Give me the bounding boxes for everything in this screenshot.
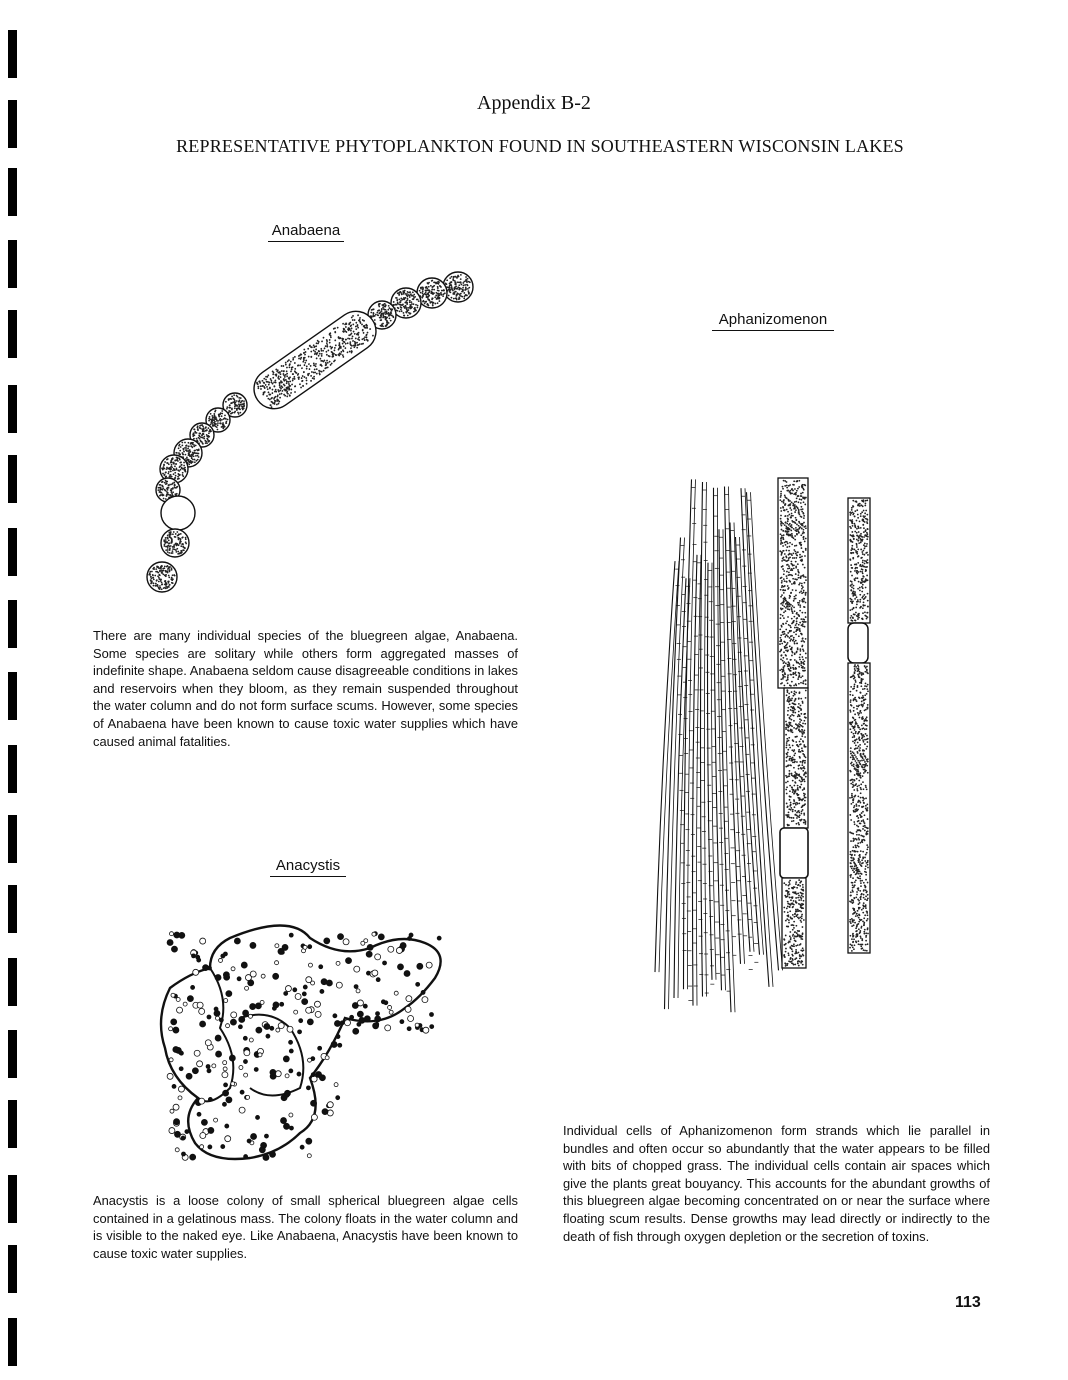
binding-bar [8,1245,17,1293]
binding-bar [8,815,17,863]
aphanizomenon-filament [730,523,750,952]
anacystis-label: Anacystis [270,857,346,877]
binding-bar [8,168,17,216]
aphanizomenon-illustration [650,448,890,1033]
binding-bar [8,1030,17,1078]
binding-bar [8,385,17,433]
page-number: 113 [955,1294,981,1311]
anabaena-label: Anabaena [268,222,344,242]
binding-bar [8,455,17,503]
binding-bar [8,1100,17,1148]
appendix-label: Appendix B-2 [477,92,591,114]
page-title: REPRESENTATIVE PHYTOPLANKTON FOUND IN SOUTHEASTERN WISCONSIN LAKES [176,136,904,156]
binding-bar [8,672,17,720]
binding-bar [8,745,17,793]
binding-bar [8,600,17,648]
aphanizomenon-label: Aphanizomenon [712,311,834,331]
binding-bar [8,1318,17,1366]
binding-bar [8,528,17,576]
aphanizomenon-filament [655,561,675,972]
binding-bar [8,885,17,933]
anabaena-illustration [130,255,490,615]
binding-bar [8,30,17,78]
anacystis-illustration [150,918,460,1178]
binding-bar [8,240,17,288]
aphanizomenon-heterocyst [780,828,808,878]
aphanizomenon-strand [848,498,870,623]
anacystis-description: Anacystis is a loose colony of small spherical bluegreen algae cells contained in a gelatinous mass. The colony floats in the water column and is visible to the naked eye. Like Anabaena, Anacystis have been known to cause toxic water supplies. [93,1193,518,1261]
anabaena-cell [161,496,195,530]
anabaena-akinete [246,303,384,416]
anabaena-description: There are many individual species of the bluegreen algae, Anabaena. Some species are solitary while others form aggregated masses of indefinite shape. Anabaena seldom cause disagreeable conditions in lakes and reservoirs when they bloom, as they remain suspended throughout the water column and do not form surface scums. However, some species of Anabaena have been known to cause toxic water supplies which have caused animal fatalities. [93,628,518,749]
aphanizomenon-heterocyst [848,623,868,663]
binding-bar [8,1175,17,1223]
binding-strip [0,0,20,1380]
binding-bar [8,310,17,358]
binding-bar [8,958,17,1006]
aphanizomenon-description: Individual cells of Aphanizomenon form strands which lie parallel in bundles and often occur so abundantly that the water appears to be filled with bits of chopped grass. The individual cells contain air spaces which give the plants great bouyancy. This accounts for the abundant growths of this bluegreen algae becoming concentrated on or near the surface where floating scum results. Dense growths may lead directly or indirectly to the death of fish through oxygen depletion or the secretion of toxins. [563,1123,990,1244]
